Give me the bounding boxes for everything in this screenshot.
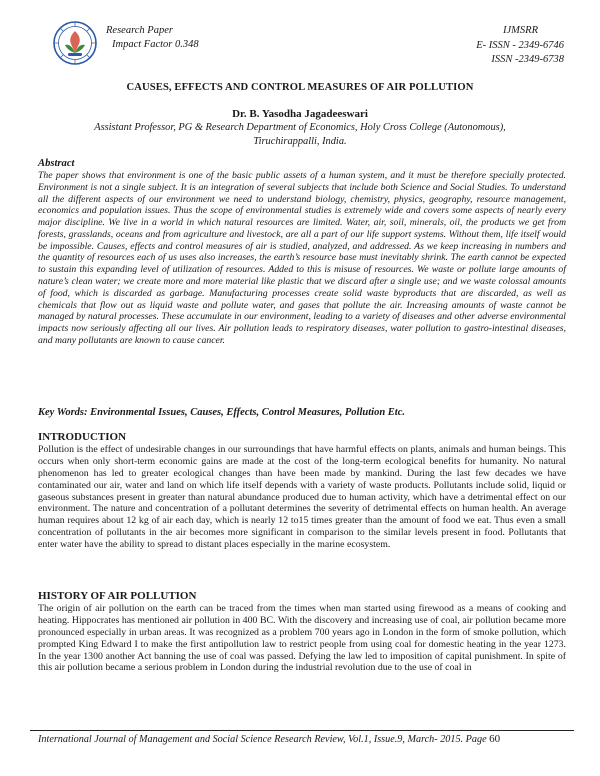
author-affiliation (0, 121, 600, 148)
header-left (106, 24, 199, 52)
abstract-text: The paper shows that environment is one of the basic public assets of a human system, and it must be therefore specially protected. Environment is not a single subject. It is an integration of several subjects that include both Science and Social Studies. To understand all the different aspects of our environment we need to understand biology, chemistry, physics, geography, resource management, economics and population issues. Thus the scope of environmental studies is extremely wide and covers some aspects of nearly every major discipline. We live in a world in which natural resources are limited. Water, air, soil, minerals, oil, the products we get from forests, grasslands, oceans and from agriculture and livestock, are all a part of our life support systems. Without them, life itself would be impossible. Causes, effects and control measures of air is studied, analyzed, and addressed. As we keep increasing in numbers and the quantity of resources each of us uses also increases, the earth’s resource base must inevitably shrink. The earth cannot be expected to sustain this expanding level of utilization of resources. Added to this is misuse of resources. We waste or pollute large amounts of nature’s clean water; we create more and more material like plastic that we discard after a single use; and we waste colossal amounts of food, which is discarded as garbage. Manufacturing processes create solid waste byproducts that are discarded, as well as chemicals that flow out as liquid waste and pollute water, and gases that pollute the air. Increasing amounts of waste cannot be managed by natural processes. These accumulate in our environment, leading to a variety of diseases and other adverse environmental impacts now seriously affecting all our lives. Air pollution leads to respiratory diseases, water pollution to gastro-intestinal diseases, and many pollutants are known to cause cancer. (38, 170, 566, 346)
introduction-heading: INTRODUCTION (38, 431, 127, 443)
introduction-text: Pollution is the effect of undesirable changes in our surroundings that have harmful effects on plants, animals and human beings. This occurs when only short-term economic gains are made at the cost of the long-term ecological benefits for humanity. No natural phenomenon has led to greater ecological changes than have been made by mankind. During the last few decades we have contaminated our air, water and land on which life itself depends with a variety of waste products. Pollutants include solid, liquid or gaseous substances present in greater than natural abundance produced due to human activity, which have a detrimental effect on our environment. The nature and concentration of a pollutant determines the severity of detrimental effects on human health. An average human requires about 12 kg of air each day, which is nearly 12 to15 times greater than the amount of food we eat. Thus even a small concentration of pollutants in the air becomes more significant in comparison to the similar levels present in food. Pollutants that enter water have the ability to spread to distant places especially in the marine ecosystem. (38, 444, 566, 550)
keywords-label: Key Words: (38, 407, 88, 418)
issn-label: ISSN -2349-6738 (491, 54, 564, 65)
footer-citation: International Journal of Management and Social Science Research Review, Vol.1, Issue.9, March- 2015. Page (38, 734, 487, 745)
page-footer (38, 733, 500, 745)
author-name: Dr. B. Yasodha Jagadeeswari (232, 108, 368, 120)
eissn-label: E- ISSN - 2349-6746 (476, 39, 564, 51)
affiliation-line-2: Tiruchirappalli, India. (253, 135, 347, 147)
journal-code: IJMSRR (503, 25, 538, 36)
history-heading: HISTORY OF AIR POLLUTION (38, 590, 197, 602)
paper-type-label: Research Paper (106, 25, 173, 36)
keywords-line (38, 407, 578, 418)
page-number: 60 (489, 733, 501, 745)
abstract-heading: Abstract (38, 158, 75, 169)
journal-logo-icon (52, 20, 98, 66)
header-right (476, 24, 564, 68)
affiliation-line-1: Assistant Professor, PG & Research Department of Economics, Holy Cross College (Autonomous), (94, 122, 506, 133)
paper-title: CAUSES, EFFECTS AND CONTROL MEASURES OF AIR POLLUTION (126, 82, 474, 93)
history-text: The origin of air pollution on the earth can be traced from the times when man started using firewood as a means of cooking and heating. Hippocrates has mentioned air pollution in 400 BC. With the discovery and increasing use of coal, air pollution became more pronounced especially in urban areas. It was recognized as a problem 700 years ago in London in the form of smoke pollution, which prompted King Edward I to make the first antipollution law to restrict people from using coal for domestic heating in the year 1273. In the year 1300 another Act banning the use of coal was passed. Defying the law led to imposition of capital punishment. In spite of this air pollution became a serious problem in London during the industrial revolution due to the use of coal in (38, 603, 566, 674)
footer-divider (30, 730, 574, 731)
impact-factor-label: Impact Factor 0.348 (112, 39, 199, 50)
keywords-value: Environmental Issues, Causes, Effects, Control Measures, Pollution Etc. (90, 407, 405, 418)
